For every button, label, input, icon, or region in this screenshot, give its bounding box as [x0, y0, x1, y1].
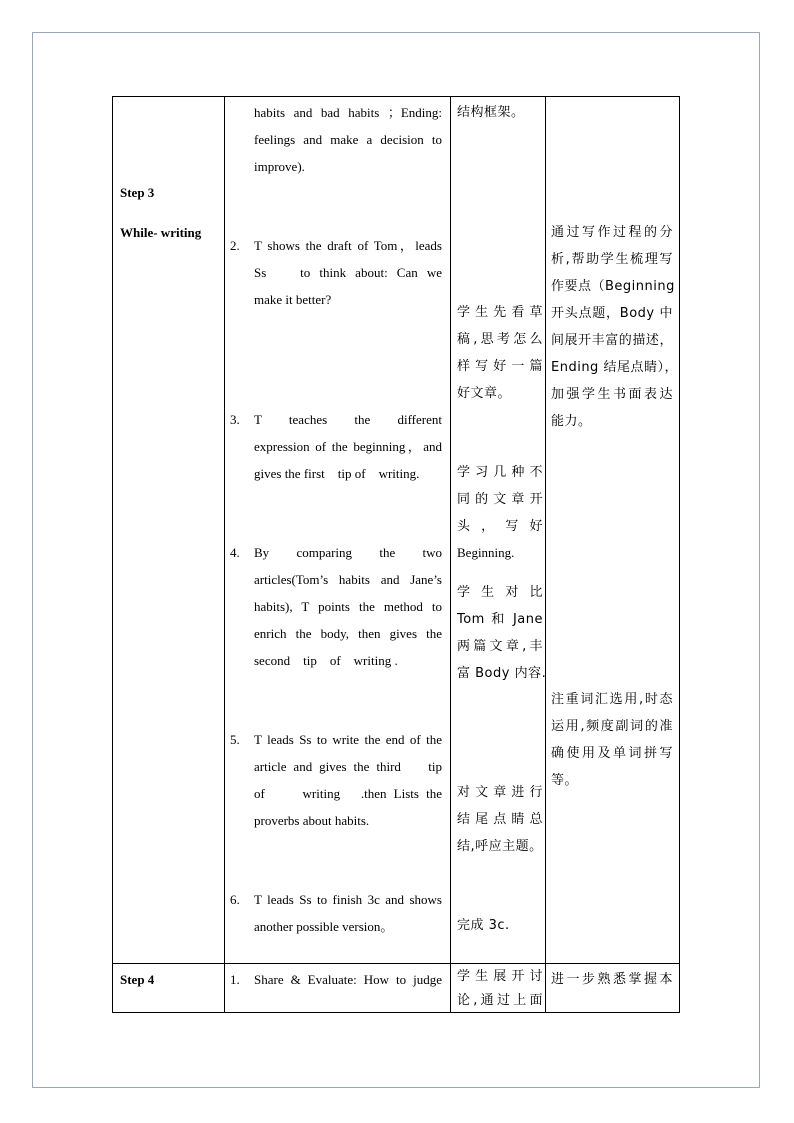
item-number: 4.	[230, 545, 240, 560]
item-number: 1.	[230, 972, 240, 987]
teacher-line: Ss to think about: Can we	[254, 265, 442, 280]
student-line: 学生展开讨	[457, 969, 543, 984]
column-divider	[450, 96, 451, 1013]
item-number: 5.	[230, 732, 240, 747]
teacher-line: second tip of writing .	[254, 653, 398, 668]
student-line: 稿,思考怎么	[457, 332, 543, 347]
teacher-line: gives the first tip of writing.	[254, 466, 420, 481]
teacher-line: improve).	[254, 159, 305, 174]
student-line: 富 Body 内容.	[457, 666, 547, 681]
purpose-line: 开头点题，Body 中	[551, 306, 673, 321]
purpose-line: 能力。	[551, 414, 592, 429]
teacher-line: T leads Ss to finish 3c and shows	[254, 892, 442, 907]
table-border-top	[112, 96, 680, 97]
teacher-line: articles(Tom’s habits and Jane’s	[254, 572, 442, 587]
student-line: Beginning.	[457, 545, 515, 560]
teacher-line: expression of the beginning，and	[254, 439, 442, 454]
student-line: 学生先看草	[457, 305, 543, 320]
column-divider	[224, 96, 225, 1013]
purpose-line: 作要点（Beginning	[551, 279, 675, 294]
student-line: 论,通过上面	[457, 993, 543, 1008]
student-line: 完成 3c.	[457, 918, 510, 933]
purpose-line: 运用,频度副词的准	[551, 719, 673, 734]
purpose-line: 进一步熟悉掌握本	[551, 972, 673, 987]
table-border-left	[112, 96, 113, 1013]
student-line: 对文章进行	[457, 785, 543, 800]
teacher-line: enrich the body, then gives the	[254, 626, 442, 641]
row-divider	[112, 963, 680, 964]
teacher-line: T leads Ss to write the end of the	[254, 732, 442, 747]
teacher-line: feelings and make a decision to	[254, 132, 442, 147]
step-label: Step 4	[120, 972, 155, 987]
purpose-line: 注重词汇选用,时态	[551, 692, 673, 707]
student-line: 两篇文章,丰	[457, 639, 543, 654]
purpose-line: 加强学生书面表达	[551, 387, 673, 402]
item-number: 6.	[230, 892, 240, 907]
teacher-line: T teaches the different	[254, 412, 442, 427]
student-line: 同的文章开	[457, 492, 543, 507]
teacher-line: make it better?	[254, 292, 332, 307]
teacher-line: another possible version。	[254, 919, 394, 934]
column-divider	[545, 96, 546, 1013]
purpose-line: 析,帮助学生梳理写	[551, 252, 673, 267]
student-line: 结尾点睛总	[457, 812, 543, 827]
student-line: 学习几种不	[457, 465, 543, 480]
teacher-line: habits), T points the method to	[254, 599, 442, 614]
purpose-line: 间展开丰富的描述，	[551, 333, 673, 348]
teacher-line: article and gives the third tip	[254, 759, 442, 774]
student-line: 头，写好	[457, 519, 543, 534]
step-label: Step 3	[120, 185, 155, 200]
stage-label: While- writing	[120, 225, 202, 240]
item-number: 2.	[230, 238, 240, 253]
purpose-line: 确使用及单词拼写	[551, 746, 673, 761]
purpose-line: 等。	[551, 773, 579, 788]
teacher-line: of writing .then Lists the	[254, 786, 442, 801]
teacher-line: T shows the draft of Tom，leads	[254, 238, 442, 253]
student-line: Tom 和 Jane	[457, 612, 543, 627]
teacher-line: habits and bad habits ；Ending:	[254, 105, 442, 120]
student-line: 好文章。	[457, 386, 512, 401]
item-number: 3.	[230, 412, 240, 427]
teacher-line: proverbs about habits.	[254, 813, 370, 828]
student-line: 学生对比	[457, 585, 543, 600]
purpose-line: Ending 结尾点睛），	[551, 360, 678, 375]
student-line: 结构框架。	[457, 105, 525, 120]
table-border-right	[679, 96, 680, 1013]
teacher-line: Share & Evaluate: How to judge	[254, 972, 442, 987]
lesson-plan-table	[112, 96, 680, 1013]
purpose-line: 通过写作过程的分	[551, 225, 673, 240]
teacher-line: By comparing the two	[254, 545, 442, 560]
student-line: 结,呼应主题。	[457, 839, 543, 854]
student-line: 样写好一篇	[457, 359, 543, 374]
table-border-bottom	[112, 1012, 680, 1013]
